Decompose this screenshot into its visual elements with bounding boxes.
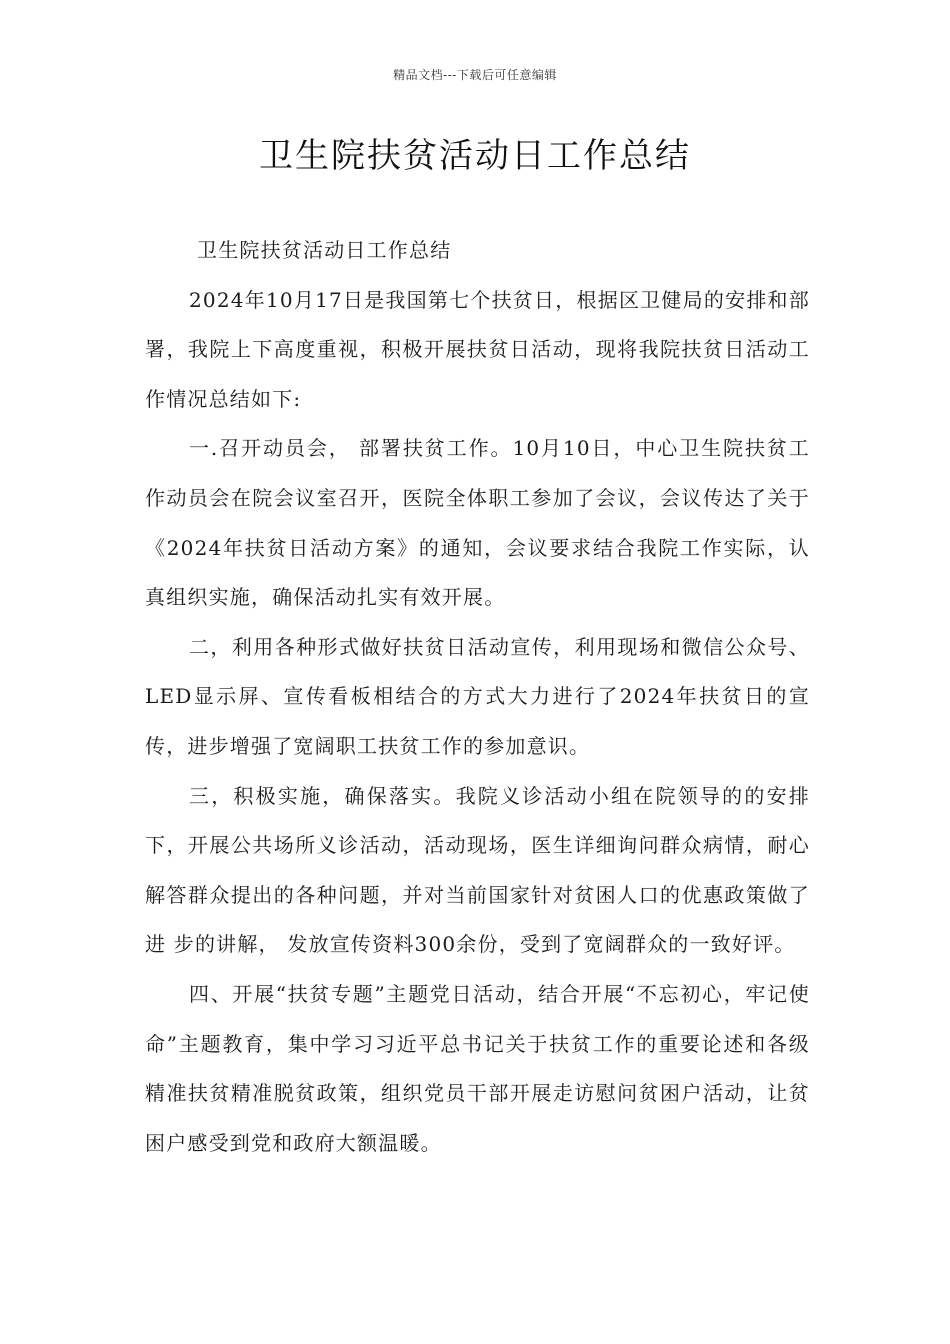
paragraph-section-4: 四、开展“扶贫专题”主题党日活动，结合开展“不忘初心，牢记使命”主题教育，集中学习习近平总书记关于扶贫工作的重要论述和各级精准扶贫精准脱贫政策，组织党员干部开展走访慰问贫困户活动，让贫困户感受到党和政府大额温暖。	[145, 981, 810, 1155]
paragraph-section-3: 三，积极实施，确保落实。我院义诊活动小组在院领导的的安排下，开展公共场所义诊活动，活动现场，医生详细询问群众病情，耐心解答群众提出的各种问题，并对当前国家针对贫困人口的优惠政策做了进 步的讲解， 发放宣传资料300余份，受到了宽阔群众的一致好评。	[145, 783, 810, 957]
paragraph-section-1: 一.召开动员会， 部署扶贫工作。10月10日，中心卫生院扶贫工作动员会在院会议室召开，医院全体职工参加了会议，会议传达了关于《2024年扶贫日活动方案》的通知，会议要求结合我院工作实际，认真组织实施，确保活动扎实有效开展。	[145, 436, 810, 610]
paragraph-section-2: 二，利用各种形式做好扶贫日活动宣传，利用现场和微信公众号、LED显示屏、宣传看板相结合的方式大力进行了2024年扶贫日的宣传，进步增强了宽阔职工扶贫工作的参加意识。	[145, 634, 810, 758]
paragraph-intro: 2024年10月17日是我国第七个扶贫日，根据区卫健局的安排和部署，我院上下高度重视，积极开展扶贫日活动，现将我院扶贫日活动工作情况总结如下:	[145, 287, 810, 411]
page-header: 精品文档---下载后可任意编辑	[393, 68, 557, 82]
document-subtitle: 卫生院扶贫活动日工作总结	[197, 238, 452, 262]
document-title: 卫生院扶贫活动日工作总结	[259, 136, 691, 176]
document-body	[145, 226, 810, 1168]
